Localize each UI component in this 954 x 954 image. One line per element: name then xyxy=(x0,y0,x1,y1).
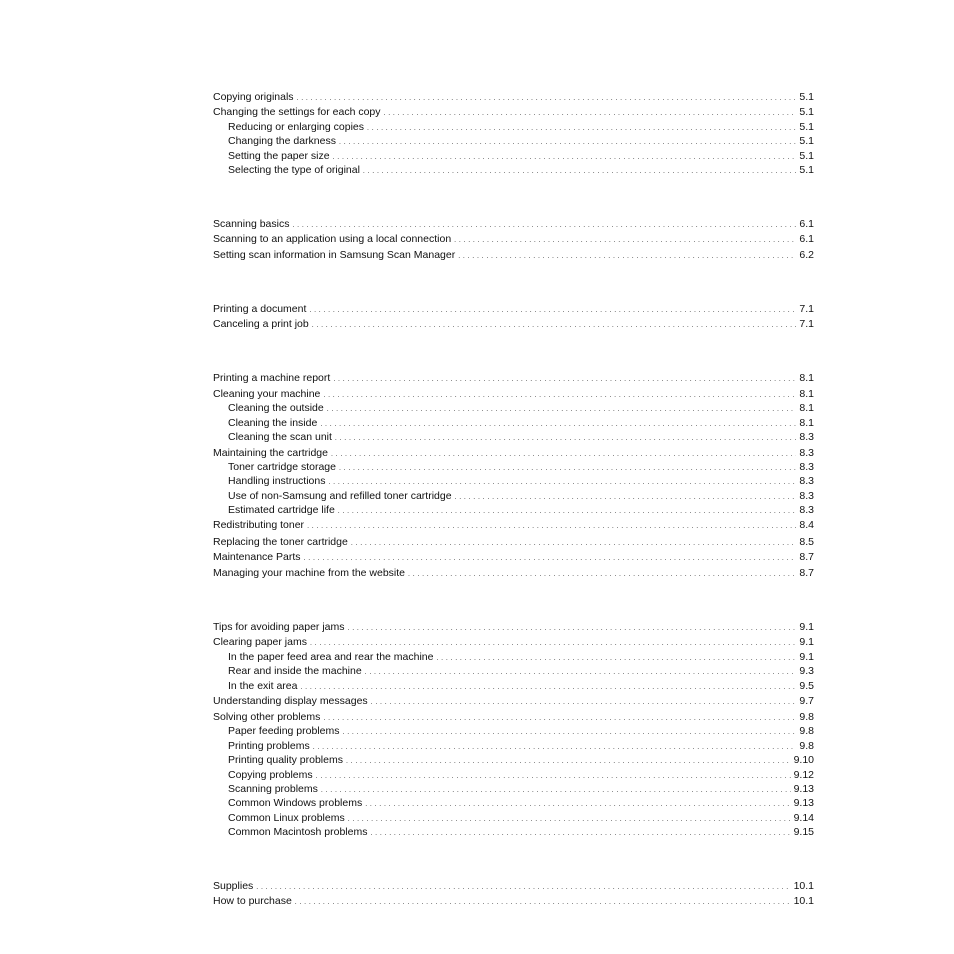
toc-entry[interactable] xyxy=(213,388,814,401)
toc-page-number: 5.1 xyxy=(799,164,814,176)
toc-subentry[interactable] xyxy=(228,769,814,782)
toc-entry[interactable] xyxy=(213,218,814,231)
dot-leader xyxy=(297,92,797,105)
toc-page-number: 8.1 xyxy=(799,372,814,384)
toc-entry[interactable] xyxy=(213,519,814,532)
dot-leader xyxy=(328,476,796,489)
dot-leader xyxy=(371,696,797,709)
dot-leader xyxy=(335,432,796,445)
toc-entry-label: Reducing or enlarging copies xyxy=(228,121,365,133)
toc-entry[interactable] xyxy=(213,91,814,104)
toc-entry-label: Understanding display messages xyxy=(213,695,368,707)
toc-entry-label: Setting the paper size xyxy=(228,150,330,162)
toc-subentry[interactable] xyxy=(228,121,814,134)
dot-leader xyxy=(323,712,796,725)
toc-page-number: 8.3 xyxy=(799,447,814,459)
dot-leader xyxy=(339,136,796,149)
toc-page-number: 6.2 xyxy=(799,249,814,261)
toc-page-number: 9.5 xyxy=(799,680,814,692)
toc-entry[interactable] xyxy=(213,233,814,246)
toc-entry-label: Printing problems xyxy=(228,740,310,752)
toc-page-number: 9.15 xyxy=(793,826,814,838)
toc-entry[interactable] xyxy=(213,880,814,893)
toc-entry-label: Cleaning the outside xyxy=(228,402,324,414)
dot-leader xyxy=(309,304,796,317)
toc-entry-label: Cleaning the inside xyxy=(228,417,318,429)
dot-leader xyxy=(256,881,790,894)
toc-entry-label: Supplies xyxy=(213,880,254,892)
toc-entry-label: Copying originals xyxy=(213,91,294,103)
dot-leader xyxy=(338,505,797,518)
toc-entry[interactable] xyxy=(213,551,814,564)
toc-page-number: 5.1 xyxy=(799,121,814,133)
dot-leader xyxy=(307,520,796,533)
toc-subentry[interactable] xyxy=(228,461,814,474)
toc-subentry[interactable] xyxy=(228,797,814,810)
toc-page-number: 8.1 xyxy=(799,388,814,400)
toc-subentry[interactable] xyxy=(228,417,814,430)
toc-entry-label: Paper feeding problems xyxy=(228,725,340,737)
toc-entry-label: Use of non-Samsung and refilled toner cartridge xyxy=(228,490,452,502)
toc-subentry[interactable] xyxy=(228,740,814,753)
toc-page-number: 9.14 xyxy=(793,812,814,824)
toc-entry[interactable] xyxy=(213,895,814,908)
toc-entry-label: Rear and inside the machine xyxy=(228,665,362,677)
toc-page-number: 9.12 xyxy=(793,769,814,781)
toc-entry-label: In the paper feed area and rear the machine xyxy=(228,651,434,663)
toc-subentry[interactable] xyxy=(228,431,814,444)
toc-subentry[interactable] xyxy=(228,812,814,825)
toc-entry-label: Printing quality problems xyxy=(228,754,343,766)
dot-leader xyxy=(408,568,796,581)
toc-page-number: 9.10 xyxy=(793,754,814,766)
toc-entry-label: Maintaining the cartridge xyxy=(213,447,328,459)
toc-page-number: 8.3 xyxy=(799,461,814,473)
toc-entry-label: Managing your machine from the website xyxy=(213,567,406,579)
toc-entry-label: Tips for avoiding paper jams xyxy=(213,621,345,633)
toc-page-number: 8.3 xyxy=(799,504,814,516)
toc-page-number: 9.1 xyxy=(799,636,814,648)
toc-entry-label: Printing a document xyxy=(213,303,307,315)
toc-entry-label: Scanning problems xyxy=(228,783,318,795)
dot-leader xyxy=(348,813,791,826)
dot-leader xyxy=(304,552,797,565)
toc-page-number: 9.1 xyxy=(799,621,814,633)
dot-leader xyxy=(346,755,791,768)
toc-page-number: 5.1 xyxy=(799,106,814,118)
toc-subentry[interactable] xyxy=(228,475,814,488)
dot-leader xyxy=(365,666,797,679)
toc-entry[interactable] xyxy=(213,636,814,649)
dot-leader xyxy=(316,770,791,783)
toc-entry-label: Toner cartridge storage xyxy=(228,461,336,473)
toc-page-number: 9.8 xyxy=(799,711,814,723)
toc-page-number: 6.1 xyxy=(799,233,814,245)
toc-page-number: 8.1 xyxy=(799,402,814,414)
toc-page-number: 10.1 xyxy=(793,880,814,892)
toc-page-number: 8.5 xyxy=(799,536,814,548)
toc-entry-label: Maintenance Parts xyxy=(213,551,301,563)
dot-leader xyxy=(384,107,797,120)
toc-entry-label: How to purchase xyxy=(213,895,292,907)
toc-entry[interactable] xyxy=(213,447,814,460)
toc-entry-label: Changing the settings for each copy xyxy=(213,106,381,118)
toc-page-number: 9.1 xyxy=(799,651,814,663)
toc-page-number: 8.3 xyxy=(799,431,814,443)
toc-page-number: 8.7 xyxy=(799,567,814,579)
toc-entry-label: In the exit area xyxy=(228,680,298,692)
toc-entry-label: Clearing paper jams xyxy=(213,636,307,648)
toc-entry-label: Canceling a print job xyxy=(213,318,309,330)
dot-leader xyxy=(333,373,796,386)
toc-entry[interactable] xyxy=(213,567,814,580)
toc-subentry[interactable] xyxy=(228,402,814,415)
toc-page-number: 9.8 xyxy=(799,740,814,752)
dot-leader xyxy=(436,652,796,665)
toc-entry[interactable] xyxy=(213,318,814,331)
toc-entry-label: Selecting the type of original xyxy=(228,164,360,176)
toc-entry[interactable] xyxy=(213,536,814,549)
toc-page-number: 10.1 xyxy=(793,895,814,907)
toc-entry-label: Replacing the toner cartridge xyxy=(213,536,348,548)
toc-page-number: 8.1 xyxy=(799,417,814,429)
dot-leader xyxy=(370,827,790,840)
toc-entry-label: Setting scan information in Samsung Scan Manager xyxy=(213,249,456,261)
dot-leader xyxy=(312,319,797,332)
dot-leader xyxy=(351,537,797,550)
toc-subentry[interactable] xyxy=(228,135,814,148)
toc-entry[interactable] xyxy=(213,372,814,385)
dot-leader xyxy=(348,622,797,635)
toc-page-number: 9.13 xyxy=(793,783,814,795)
dot-leader xyxy=(367,122,796,135)
toc-page-number: 9.7 xyxy=(799,695,814,707)
dot-leader xyxy=(365,798,790,811)
toc-subentry[interactable] xyxy=(228,164,814,177)
toc-page-number: 7.1 xyxy=(799,318,814,330)
toc-page-number: 8.3 xyxy=(799,475,814,487)
dot-leader xyxy=(320,418,796,431)
toc-page-number: 8.4 xyxy=(799,519,814,531)
toc-page-number: 5.1 xyxy=(799,135,814,147)
toc-entry[interactable] xyxy=(213,106,814,119)
toc-subentry[interactable] xyxy=(228,783,814,796)
toc-entry-label: Common Macintosh problems xyxy=(228,826,368,838)
toc-page-number: 7.1 xyxy=(799,303,814,315)
dot-leader xyxy=(310,637,796,650)
dot-leader xyxy=(333,151,797,164)
toc-entry-label: Common Linux problems xyxy=(228,812,345,824)
toc-entry[interactable] xyxy=(213,711,814,724)
toc-entry[interactable] xyxy=(213,621,814,634)
toc-entry-label: Printing a machine report xyxy=(213,372,331,384)
toc-page-number: 8.7 xyxy=(799,551,814,563)
toc-page-number: 9.13 xyxy=(793,797,814,809)
toc-subentry[interactable] xyxy=(228,504,814,517)
toc-subentry[interactable] xyxy=(228,680,814,693)
toc-subentry[interactable] xyxy=(228,725,814,738)
dot-leader xyxy=(327,403,797,416)
toc-entry-label: Handling instructions xyxy=(228,475,326,487)
toc-subentry[interactable] xyxy=(228,651,814,664)
toc-subentry[interactable] xyxy=(228,665,814,678)
toc-subentry[interactable] xyxy=(228,826,814,839)
dot-leader xyxy=(331,448,796,461)
toc-subentry[interactable] xyxy=(228,150,814,163)
toc-entry[interactable] xyxy=(213,695,814,708)
dot-leader xyxy=(295,896,791,909)
toc-entry-label: Cleaning the scan unit xyxy=(228,431,332,443)
toc-page-number: 9.8 xyxy=(799,725,814,737)
toc-entry-label: Estimated cartridge life xyxy=(228,504,335,516)
toc-entry-label: Cleaning your machine xyxy=(213,388,321,400)
toc-page-number: 6.1 xyxy=(799,218,814,230)
dot-leader xyxy=(323,389,796,402)
toc-entry[interactable] xyxy=(213,249,814,262)
toc-entry[interactable] xyxy=(213,303,814,316)
toc-entry-label: Scanning basics xyxy=(213,218,290,230)
toc-entry-label: Redistributing toner xyxy=(213,519,305,531)
dot-leader xyxy=(292,219,796,232)
toc-page-number: 5.1 xyxy=(799,150,814,162)
dot-leader xyxy=(363,165,796,178)
dot-leader xyxy=(313,741,797,754)
dot-leader xyxy=(455,491,797,504)
toc-entry-label: Common Windows problems xyxy=(228,797,363,809)
toc-subentry[interactable] xyxy=(228,490,814,503)
toc-entry-label: Solving other problems xyxy=(213,711,321,723)
toc-page-number: 5.1 xyxy=(799,91,814,103)
toc-page-number: 9.3 xyxy=(799,665,814,677)
dot-leader xyxy=(454,234,796,247)
dot-leader xyxy=(343,726,797,739)
dot-leader xyxy=(300,681,796,694)
toc-entry-label: Copying problems xyxy=(228,769,313,781)
dot-leader xyxy=(339,462,796,475)
dot-leader xyxy=(458,250,796,263)
toc-entry-label: Scanning to an application using a local connection xyxy=(213,233,452,245)
toc-subentry[interactable] xyxy=(228,754,814,767)
toc-page-number: 8.3 xyxy=(799,490,814,502)
dot-leader xyxy=(321,784,791,797)
toc-entry-label: Changing the darkness xyxy=(228,135,336,147)
